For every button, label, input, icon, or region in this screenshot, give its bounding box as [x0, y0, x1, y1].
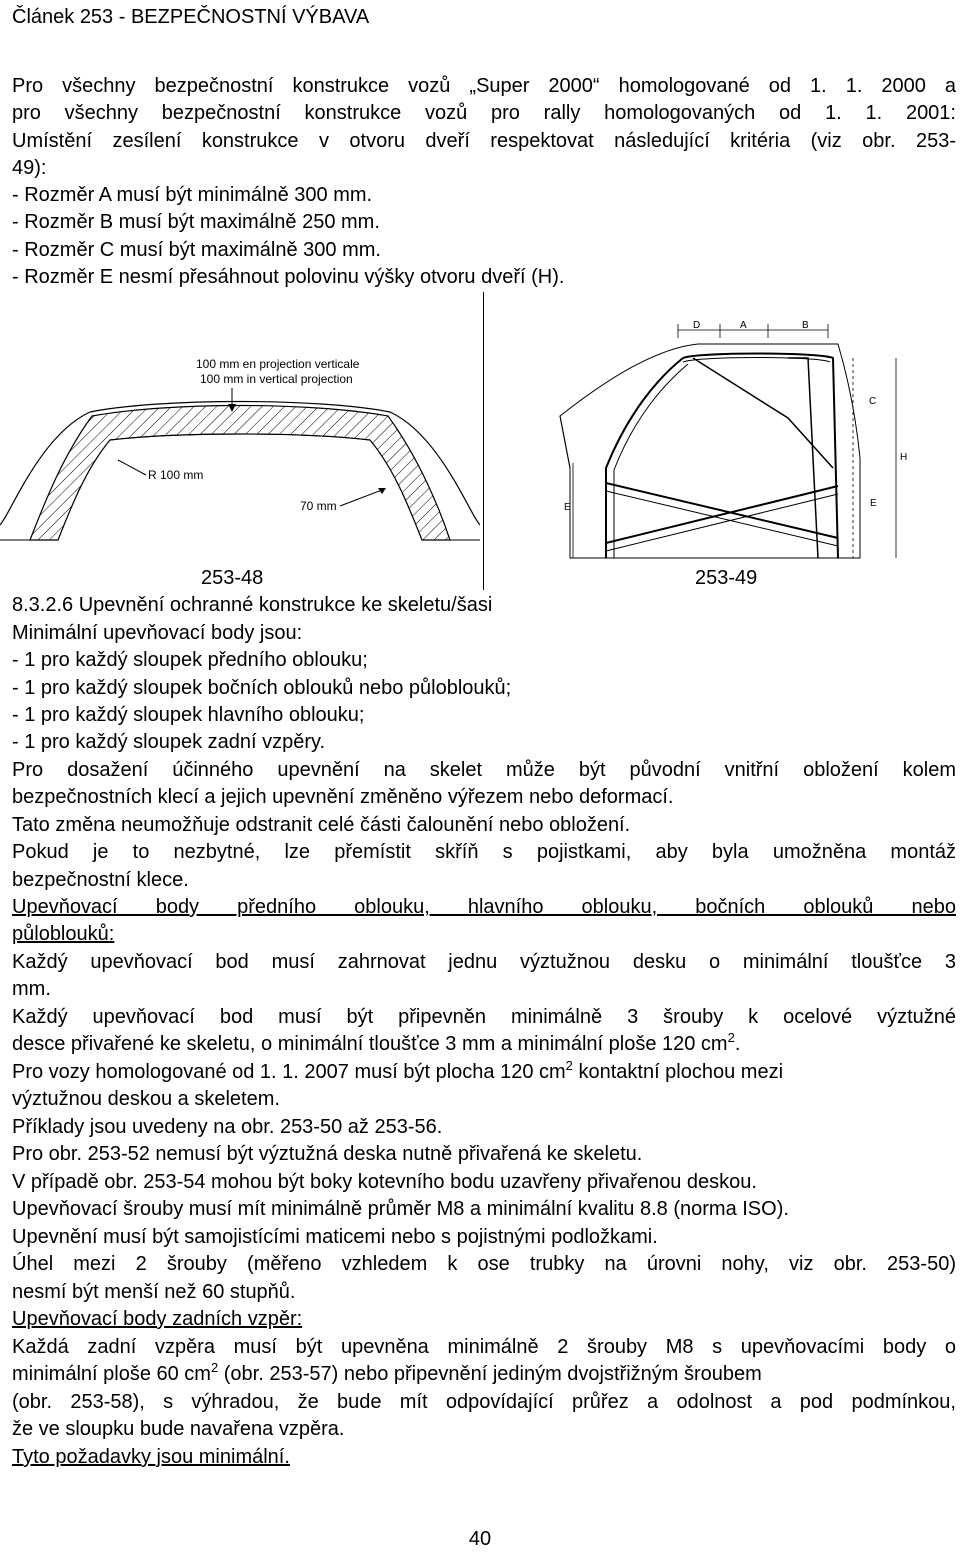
body-line: Upevnění musí být samojistícími maticemi nebo s pojistnými podložkami. [12, 1226, 658, 1248]
body-line: bezpečnostních klecí a jejich upevnění změněno výřezem nebo deformací. [12, 786, 674, 808]
body-line: Tato změna neumožňuje odstranit celé části čalounění nebo obložení. [12, 814, 631, 836]
door-bar-1 [606, 483, 838, 538]
dimension-d-label: D [693, 320, 701, 331]
body-line: Pokud je to nezbytné, lze přemístit skříň s pojistkami, aby byla umožněna montáž [12, 841, 956, 863]
cage-a-pillar [606, 358, 683, 558]
body-line: Pro dosažení účinného upevnění na skelet může být původní vnitřní obložení kolem [12, 759, 956, 781]
body-line: výztužnou deskou a skeletem. [12, 1088, 280, 1110]
intro-line-4: 49): [12, 157, 47, 179]
list-item: - 1 pro každý sloupek bočních oblouků nebo půloblouků; [12, 677, 512, 699]
body-line: Pro obr. 253-52 nemusí být výztužná deska nutně přivařená ke skeletu. [12, 1143, 643, 1165]
intro-line-2: pro všechny bezpečnostní konstrukce vozů pro rally homologovaných od 1. 1. 2001: [12, 102, 956, 124]
body-line: bezpečnostní klece. [12, 869, 189, 891]
body-line: Příklady jsou uvedeny na obr. 253-50 až 253-56. [12, 1116, 443, 1138]
intro-line-1: Pro všechny bezpečnostní konstrukce vozů „Super 2000“ homologované od 1. 1. 2000 a [12, 75, 956, 97]
dimension-a-label: A [740, 320, 747, 331]
body-line: mm. [12, 978, 51, 1000]
body-line: desce přivařené ke skeletu, o minimální tloušťce 3 mm a minimální ploše 120 $cm^2$. [12, 1030, 741, 1055]
page-number: 40 [468, 1528, 492, 1550]
width-leader [340, 490, 382, 506]
section-heading-8-3-2-6: 8.3.2.6 Upevnění ochranné konstrukce ke skeletu/šasi [12, 594, 493, 616]
closing-statement: Tyto požadavky jsou minimální. [12, 1446, 290, 1468]
body-line: Pro vozy homologované od 1. 1. 2007 musí být plocha 120 $cm^2$ kontaktní plochou mezi [12, 1058, 784, 1083]
subheading-rear-stays: Upevňovací body zadních vzpěr: [12, 1308, 303, 1330]
radius-leader [118, 460, 146, 475]
body-line: Každá zadní vzpěra musí být upevněna minimálně 2 šrouby M8 s upevňovacími body o [12, 1336, 956, 1358]
list-item: - 1 pro každý sloupek zadní vzpěry. [12, 731, 326, 753]
list-item: - 1 pro každý sloupek hlavního oblouku; [12, 704, 365, 726]
body-line: Každý upevňovací bod musí být připevněn minimálně 3 šrouby k ocelové výztužné [12, 1006, 956, 1028]
radius-label: R 100 mm [148, 468, 204, 482]
body-line: nesmí být menší než 60 stupňů. [12, 1281, 296, 1303]
dimension-e-right-label: E [870, 498, 877, 509]
body-line: že ve sloupku bude navařena vzpěra. [12, 1418, 345, 1440]
car-hood-line [560, 416, 570, 468]
list-item: - 1 pro každý sloupek předního oblouku; [12, 649, 368, 671]
intro-line-3: Umístění zesílení konstrukce v otvoru dveří respektovat následující kritéria (viz obr. 253- [12, 130, 956, 152]
intro-dimension-c: - Rozměr C musí být maximálně 300 mm. [12, 239, 381, 261]
cage-hatched-section [30, 406, 450, 541]
subheading-front-main-side-hoops-cont: půloblouků: [12, 923, 115, 945]
body-line: Minimální upevňovací body jsou: [12, 622, 303, 644]
intro-dimension-e: - Rozměr E nesmí přesáhnout polovinu výšky otvoru dveří (H). [12, 266, 565, 288]
figure-253-48 [0, 340, 480, 560]
body-line: Upevňovací šrouby musí mít minimálně průměr M8 a minimální kvalitu 8.8 (norma ISO). [12, 1198, 789, 1220]
figure-caption-253-49: 253-49 [695, 567, 758, 589]
body-line: Každý upevňovací bod musí zahrnovat jednu výztužnou desku o minimální tloušťce 3 [12, 951, 956, 973]
figure-caption-253-48: 253-48 [201, 567, 264, 589]
projection-note-en: 100 mm in vertical projection [200, 372, 353, 386]
dimension-c-label: C [869, 396, 877, 407]
dimension-h-label: H [900, 452, 908, 463]
intro-dimension-b: - Rozměr B musí být maximálně 250 mm. [12, 211, 380, 233]
figure-253-49 [488, 318, 960, 580]
subheading-front-main-side-hoops: Upevňovací body předního oblouku, hlavního oblouku, bočních oblouků nebo [12, 896, 956, 918]
figure-separator [483, 292, 484, 590]
body-line: V případě obr. 253-54 mohou být boky kotevního bodu uzavřeny přivařenou deskou. [12, 1171, 757, 1193]
page-title: Článek 253 - BEZPEČNOSTNÍ VÝBAVA [12, 6, 370, 28]
width-label: 70 mm [300, 499, 337, 513]
body-line: minimální ploše 60 $cm^2$ (obr. 253-57) nebo připevnění jediným dvojstřižným šroubem [12, 1360, 762, 1385]
projection-note-fr: 100 mm en projection verticale [196, 357, 360, 371]
dimension-b-label: B [802, 320, 809, 331]
intro-dimension-a: - Rozměr A musí být minimálně 300 mm. [12, 184, 373, 206]
body-line: (obr. 253-58), s výhradou, že bude mít odpovídající průřez a odolnost a pod podmínkou, [12, 1391, 956, 1413]
body-line: Úhel mezi 2 šrouby (měřeno vzhledem k ose trubky na úrovni nohy, viz obr. 253-50) [12, 1253, 956, 1275]
dimension-e-left-label: E [564, 502, 571, 513]
door-bar-2 [606, 486, 838, 543]
